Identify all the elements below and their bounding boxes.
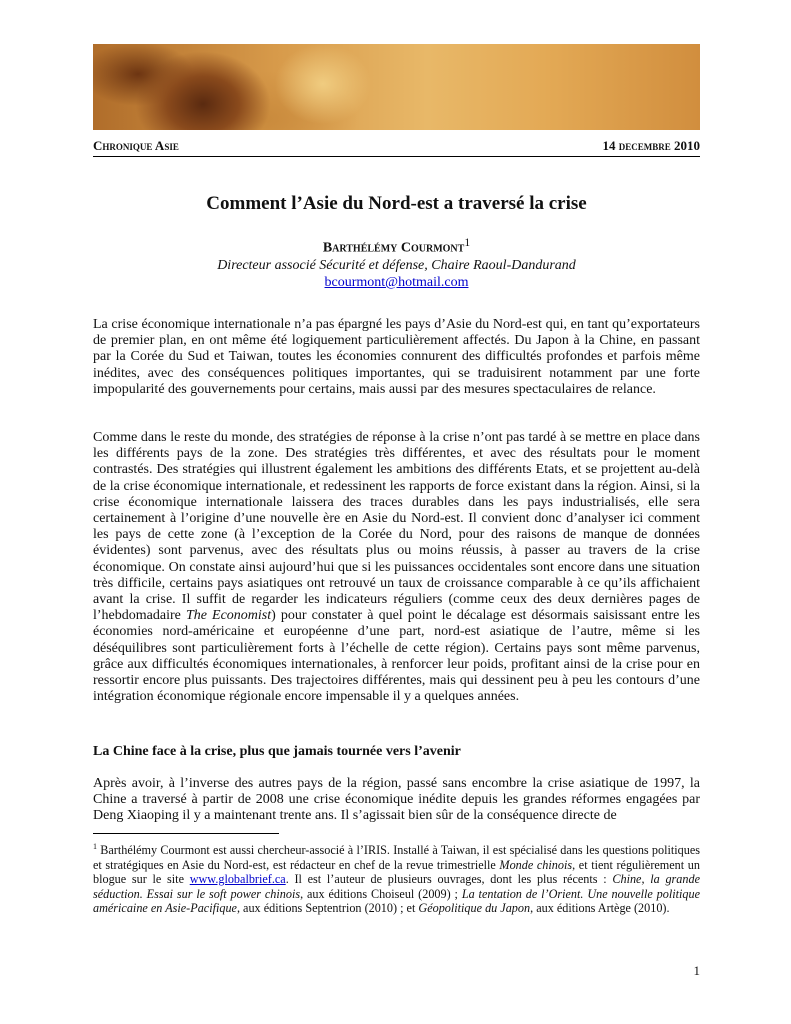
footnote-separator <box>93 833 279 834</box>
section-heading: La Chine face à la crise, plus que jamais tournée vers l’avenir <box>93 744 461 759</box>
running-header <box>93 138 700 156</box>
paragraph-china: Après avoir, à l’inverse des autres pays de la région, passé sans encombre la crise asiatique de 1997, la Chine a traversé à partir de 2008 une crise économique inédite depuis les grandes réformes engagées par Deng Xiaoping il y a maintenant trente ans. Il s’agissait bien sûr de la conséquence directe de <box>93 776 700 824</box>
footnote-ref[interactable]: 1 <box>464 236 471 249</box>
footnote-number: 1 <box>93 842 97 851</box>
footnote-italic: La tentation de l’Orient. Une nouvelle politique américaine en Asie-Pacifique <box>93 886 701 916</box>
page-number: 1 <box>693 963 700 978</box>
issue-date: 14 decembre 2010 <box>602 138 700 153</box>
byline <box>93 234 700 291</box>
footnote-text: Barthélémy Courmont est aussi chercheur-associé à l’IRIS. Installé à Taiwan, il est spécialisé dans les questions politiques et stratégiques en Asie du Nord-est, est rédacteur en chef de la revue trimestrielle <box>93 843 700 872</box>
publication-title: The Economist <box>185 608 272 624</box>
footnote-text: , aux éditions Artège (2010). <box>530 901 670 916</box>
article-title: Comment l’Asie du Nord-est a traversé la crise <box>206 193 587 214</box>
footnote-text: , aux éditions Choiseul (2009) ; <box>300 886 462 901</box>
footnote-text: , aux éditions Septentrion (2010) ; et <box>236 901 419 916</box>
header-banner-image <box>93 44 700 130</box>
footnote <box>93 840 700 916</box>
paragraph-text: ) pour constater à quel point le décalage est désormais saisissant entre les économies nord-américaine et européenne d’une part, nord-est asiatique de l’autre, même si les déséquilibres sont particulièrement forts à l’échelle de cette région). Certains pays sont même parvenus, grâce aux difficultés économiques internationales, à renforcer leur poids, profitant ainsi de la crise pour en ressortir encore plus puissants. Des trajectoires différentes, mais qui dessinent peu à peu les contours d’une intégration économique régionale encore impensable il y a quelques années. <box>93 608 700 705</box>
section-label: Chronique Asie <box>93 138 179 153</box>
paragraph-intro: La crise économique internationale n’a pas épargné les pays d’Asie du Nord-est qui, en tant qu’exportateurs de premier plan, en ont même été logiquement particulièrement affectés. Du Japon à la Chine, en passant par la Corée du Sud et Taiwan, toutes les économies connurent des difficultés profondes et parfois même inédites, avec des conséquences politiques importantes, qui se traduisirent notamment par une forte impopularité des gouvernements pour certains, mais aussi par des mesures spectaculaires de relance. <box>93 317 700 397</box>
footnote-italic: Chine, la grande séduction. Essai sur le soft power chinois <box>93 872 700 901</box>
footnote-italic: Monde chinois <box>499 857 573 872</box>
author-name: Barthélémy Courmont <box>322 240 465 256</box>
footnote-text: , et tient régulièrement un blogue sur le site <box>93 857 700 887</box>
header-rule <box>93 156 700 157</box>
globalbrief-link[interactable]: www.globalbrief.ca <box>189 872 286 887</box>
footnote-text: . Il est l’auteur de plusieurs ouvrages, dont les plus récents : <box>285 872 613 887</box>
author-affiliation: Directeur associé Sécurité et défense, Chaire Raoul-Dandurand <box>217 257 576 273</box>
footnote-italic: Géopolitique du Japon <box>418 901 531 916</box>
paragraph-strategies <box>93 430 700 705</box>
paragraph-text: Comme dans le reste du monde, des stratégies de réponse à la crise n’ont pas tardé à se mettre en place dans les différents pays de la zone. Des stratégies très différentes, et avec des résultats pour le moment contrastés. Des stratégies qui illustrent également les ambitions des différents Etats, et se projettent au-delà de la crise économique internationale, et redessinent les rapports de force existant dans la région. Ainsi, si la crise économique internationale laissera des traces durables dans les pays industrialisés, elle sera certainement à l’origine d’une nouvelle ère en Asie du Nord-est. Il convient donc d’analyser ici comment les pays de cette zone (à l’exception de la Corée du Nord, pour des raisons de manque de données évidentes) sont parvenus, avec des résultats plus ou moins réussis, à passer au travers de la crise économique. On constate ainsi aujourd’hui que si les puissances occidentales sont encore dans une situation très difficile, certains pays asiatiques ont retrouvé un taux de croissance comparable à ce qu’ils affichaient avant la crise. Il suffit de regarder les indicateurs réguliers (comme ceux des deux dernières pages de l’hebdomadaire <box>93 430 700 624</box>
author-email-link[interactable]: bcourmont@hotmail.com <box>324 274 469 290</box>
